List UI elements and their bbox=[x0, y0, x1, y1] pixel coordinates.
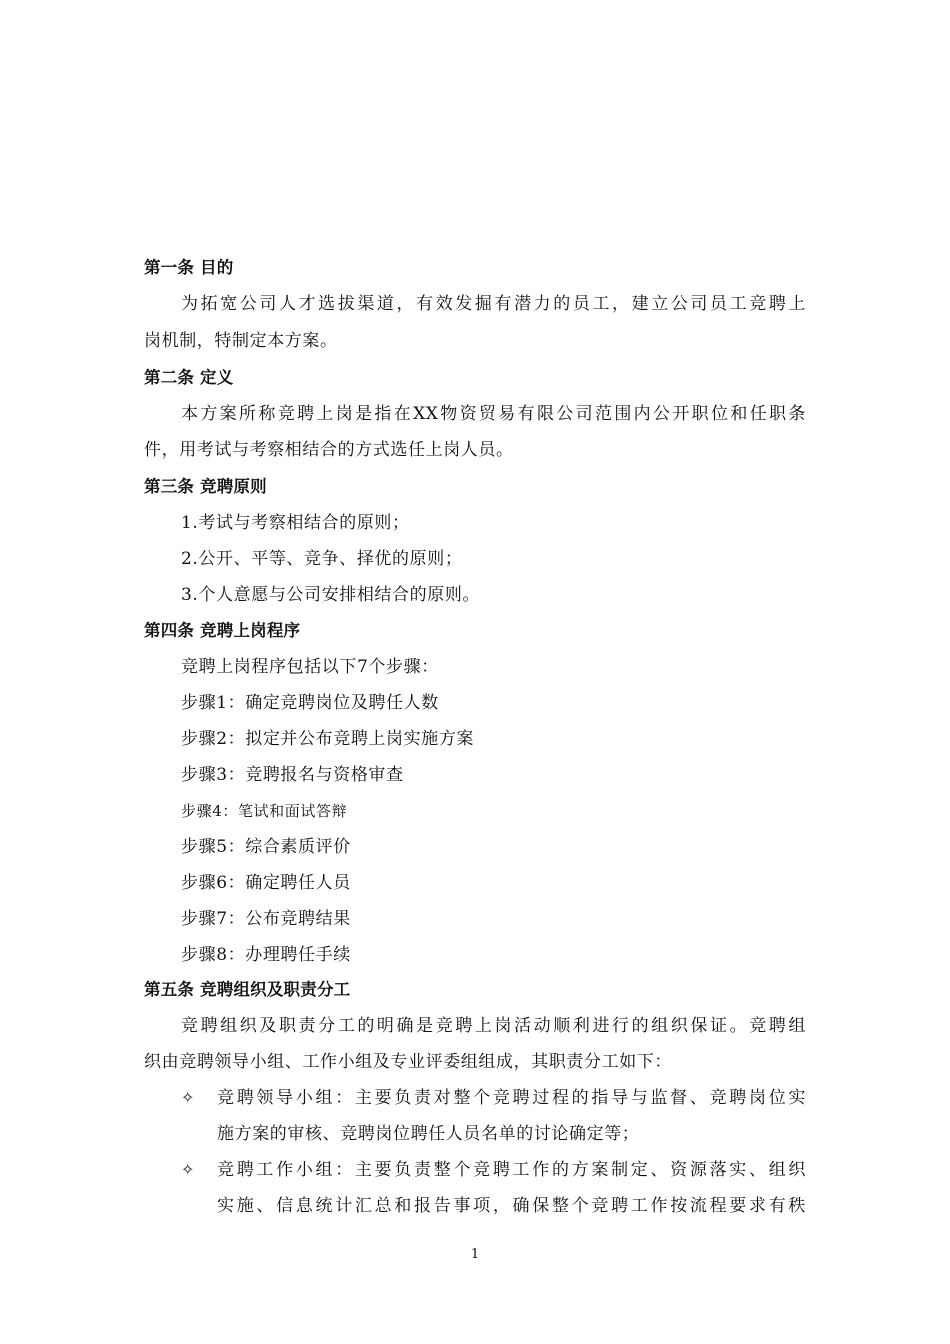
page-number: 1 bbox=[470, 1247, 480, 1262]
procedure-step: 步骤4：笔试和面试答辩 bbox=[181, 802, 348, 820]
diamond-bullet-icon: ✧ bbox=[181, 1088, 195, 1107]
article-5-paragraph-line-2: 织由竞聘领导小组、工作小组及专业评委组组成，其职责分工如下： bbox=[144, 1052, 672, 1072]
article-5-paragraph-line-1: 竞聘组织及职责分工的明确是竞聘上岗活动顺利进行的组织保证。竞聘组 bbox=[181, 1016, 806, 1036]
bullet-item-line: 施方案的审核、竞聘岗位聘任人员名单的讨论确定等； bbox=[217, 1124, 640, 1144]
procedure-step: 步骤2：拟定并公布竞聘上岗实施方案 bbox=[181, 729, 475, 749]
procedure-intro: 竞聘上岗程序包括以下7个步骤： bbox=[181, 657, 439, 677]
bullet-item-line: 竞聘领导小组：主要负责对整个竞聘过程的指导与监督、竞聘岗位实 bbox=[217, 1088, 806, 1108]
article-1-paragraph-line-2: 岗机制，特制定本方案。 bbox=[144, 331, 338, 351]
article-1-paragraph-line-1: 为拓宽公司人才选拔渠道，有效发掘有潜力的员工，建立公司员工竞聘上 bbox=[181, 294, 806, 314]
procedure-step: 步骤1：确定竞聘岗位及聘任人数 bbox=[181, 693, 439, 713]
bullet-item-line: 竞聘工作小组：主要负责整个竞聘工作的方案制定、资源落实、组织 bbox=[217, 1160, 806, 1180]
procedure-step: 步骤8：办理聘任手续 bbox=[181, 945, 351, 965]
procedure-step: 步骤7：公布竞聘结果 bbox=[181, 909, 351, 929]
article-3-heading: 第三条 竞聘原则 bbox=[144, 477, 267, 496]
article-1-heading: 第一条 目的 bbox=[144, 258, 234, 277]
article-2-paragraph-line-2: 件，用考试与考察相结合的方式选任上岗人员。 bbox=[144, 440, 514, 460]
procedure-step: 步骤3：竞聘报名与资格审查 bbox=[181, 765, 404, 785]
article-2-heading: 第二条 定义 bbox=[144, 368, 234, 387]
procedure-step: 步骤6：确定聘任人员 bbox=[181, 873, 351, 893]
principle-item: 1.考试与考察相结合的原则； bbox=[181, 513, 410, 533]
article-5-heading: 第五条 竞聘组织及职责分工 bbox=[144, 980, 351, 999]
principle-item: 2.公开、平等、竞争、择优的原则； bbox=[181, 549, 463, 569]
procedure-step: 步骤5：综合素质评价 bbox=[181, 837, 351, 857]
diamond-bullet-icon: ✧ bbox=[181, 1160, 195, 1179]
article-4-heading: 第四条 竞聘上岗程序 bbox=[144, 621, 301, 640]
principle-item: 3.个人意愿与公司安排相结合的原则。 bbox=[181, 585, 481, 605]
bullet-item-line: 实施、信息统计汇总和报告事项，确保整个竞聘工作按流程要求有秩 bbox=[217, 1196, 806, 1216]
article-2-paragraph-line-1: 本方案所称竞聘上岗是指在XX物资贸易有限公司范围内公开职位和任职条 bbox=[181, 404, 806, 424]
